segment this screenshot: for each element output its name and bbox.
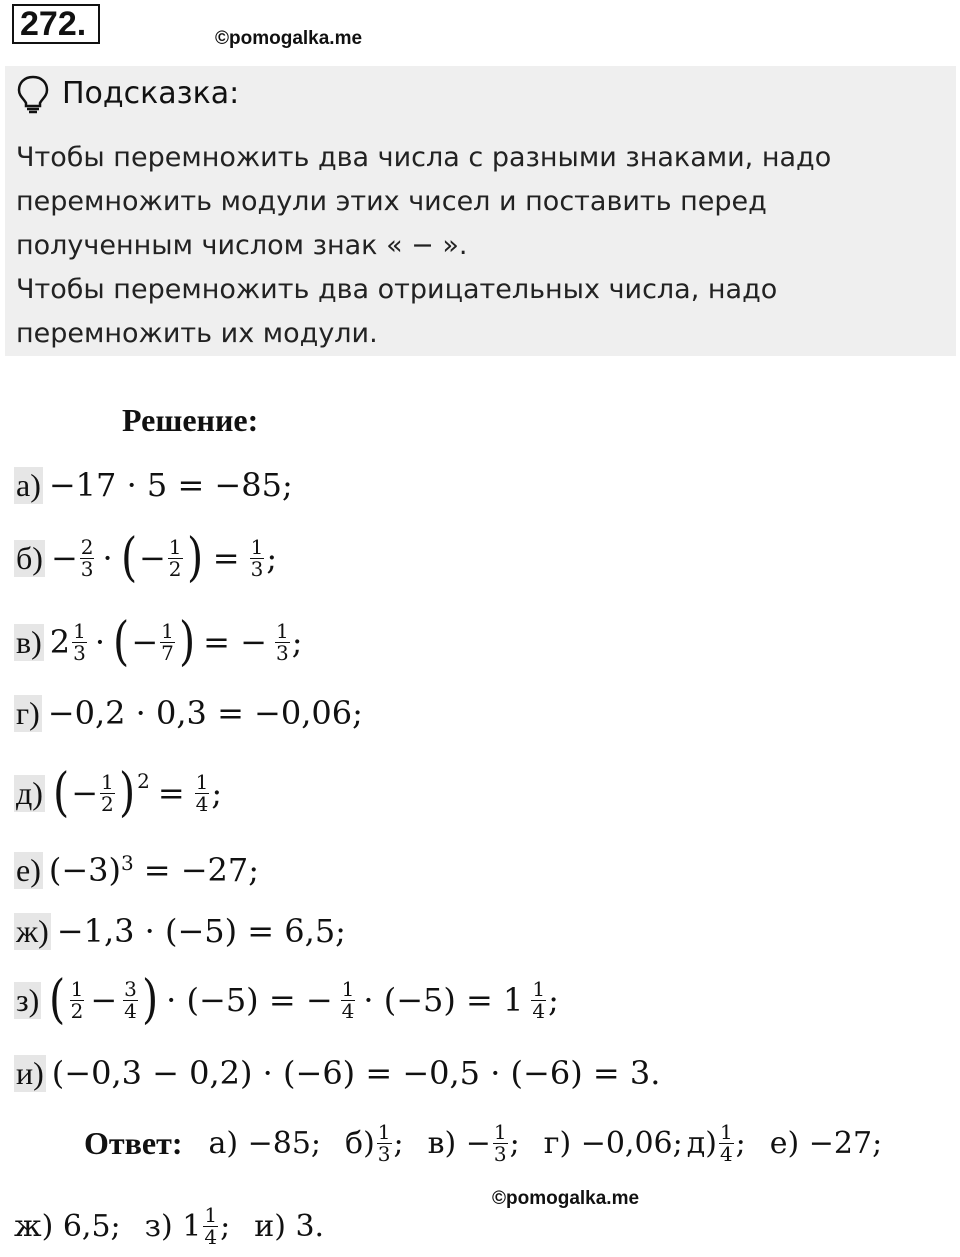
- answer-a: а) −85;: [208, 1125, 322, 1161]
- item-label: ж): [16, 912, 49, 949]
- item-label: и): [16, 1054, 44, 1091]
- hint-line: перемножить модули этих чисел и поставить перед: [16, 186, 767, 217]
- operator: · (−5) = 1: [363, 981, 524, 1019]
- answer-b-label: б): [345, 1125, 375, 1161]
- minus: −: [138, 539, 166, 577]
- fraction: $\frac{1}{4}$: [341, 976, 355, 1023]
- paren-close: ): [141, 970, 159, 1030]
- answer-z-label: з) 1: [144, 1208, 202, 1244]
- fraction: $\frac{1}{3}$: [377, 1119, 391, 1166]
- expression: [50, 528, 278, 588]
- paren-open: (: [49, 970, 66, 1030]
- fraction: $\frac{1}{4}$: [719, 1119, 733, 1166]
- operator: =: [157, 774, 185, 812]
- semicolon: ;: [211, 774, 223, 812]
- solution-item-g: [14, 683, 363, 743]
- operator: ·: [94, 623, 106, 661]
- operator: = −: [203, 623, 267, 661]
- fraction: $\frac{1}{4}$: [532, 976, 546, 1023]
- minus: −: [71, 774, 99, 812]
- semicolon: ;: [735, 1125, 746, 1161]
- expression: [51, 763, 223, 823]
- hint-line: перемножить их модули.: [16, 318, 378, 349]
- copyright-bottom: ©pomogalka.me: [492, 1188, 640, 1209]
- fraction: $\frac{1}{3}$: [250, 534, 264, 581]
- base: (−3): [48, 851, 121, 889]
- semicolon: ;: [548, 981, 559, 1019]
- solution-item-v: [14, 612, 302, 672]
- minus: −: [131, 623, 159, 661]
- answer-v-label: в) −: [427, 1125, 491, 1161]
- fraction: $\frac{1}{2}$: [168, 534, 182, 581]
- semicolon: ;: [291, 623, 303, 661]
- copyright-top: ©pomogalka.me: [215, 28, 363, 49]
- paren-close: ): [186, 528, 203, 588]
- solution-item-a: [14, 455, 293, 515]
- solution-item-i: [14, 1043, 660, 1103]
- fraction: $\frac{1}{4}$: [195, 769, 209, 816]
- expression: −0,2 · 0,3 = −0,06;: [47, 694, 363, 732]
- answer-g: г) −0,06;: [543, 1125, 683, 1161]
- answer-row-2: [14, 1196, 324, 1256]
- paren-close: ): [118, 763, 136, 823]
- hint-line: Чтобы перемножить два отрицательных числа, надо: [16, 274, 778, 305]
- expression: [49, 612, 303, 672]
- answer-i: и) 3.: [254, 1208, 325, 1244]
- answer-title: Ответ:: [84, 1124, 183, 1161]
- solution-item-b: [14, 528, 277, 588]
- solution-item-zh: [14, 901, 346, 961]
- answer-row-1: [84, 1112, 882, 1174]
- solution-title: Решение:: [122, 402, 259, 438]
- lightbulb-icon: [16, 74, 50, 118]
- semicolon: ;: [266, 539, 278, 577]
- fraction: $\frac{1}{3}$: [73, 618, 86, 665]
- answer-e: е) −27;: [769, 1125, 883, 1161]
- expression: [47, 970, 559, 1030]
- item-label: б): [16, 539, 43, 576]
- hint-line: Чтобы перемножить два числа с разными знаками, надо: [16, 142, 832, 173]
- item-label: а): [16, 466, 41, 503]
- whole-part: 2: [49, 623, 71, 661]
- answer-zh: ж) 6,5;: [14, 1208, 121, 1244]
- semicolon: ;: [393, 1125, 404, 1161]
- fraction: $\frac{1}{2}$: [101, 769, 114, 816]
- expression: (−0,3 − 0,2) · (−6) = −0,5 · (−6) = 3.: [51, 1054, 661, 1092]
- answer-d-label: д): [686, 1125, 717, 1161]
- fraction: $\frac{1}{7}$: [161, 618, 174, 665]
- operator: ·: [102, 539, 113, 577]
- item-label: з): [16, 981, 40, 1018]
- fraction: $\frac{1}{4}$: [204, 1202, 218, 1249]
- solution-item-z: [14, 970, 559, 1030]
- minus: −: [90, 981, 118, 1019]
- task-number: 272.: [12, 4, 100, 44]
- paren-open: (: [120, 528, 137, 588]
- item-label: д): [16, 774, 43, 811]
- semicolon: ;: [509, 1125, 520, 1161]
- item-label: е): [16, 851, 41, 888]
- paren-close: ): [178, 612, 196, 672]
- paren-open: (: [52, 763, 70, 823]
- fraction: $\frac{2}{3}$: [80, 534, 94, 581]
- operator: =: [212, 539, 240, 577]
- solution-item-e: [14, 840, 259, 900]
- fraction: $\frac{1}{3}$: [493, 1119, 507, 1166]
- expression: −1,3 · (−5) = 6,5;: [56, 912, 346, 950]
- minus: −: [50, 539, 78, 577]
- fraction: $\frac{1}{2}$: [70, 976, 84, 1023]
- semicolon: ;: [220, 1208, 231, 1244]
- exponent: 2: [137, 769, 150, 793]
- result: = −27;: [143, 851, 260, 889]
- exponent: 3: [121, 851, 134, 875]
- expression: [49, 851, 259, 889]
- paren-open: (: [113, 612, 130, 672]
- fraction: $\frac{1}{3}$: [275, 618, 289, 665]
- expression: −17 · 5 = −85;: [48, 466, 293, 504]
- hint-line: полученным числом знак « − ».: [16, 230, 468, 261]
- item-label: г): [16, 694, 40, 731]
- operator: · (−5) = −: [166, 981, 333, 1019]
- item-label: в): [16, 623, 42, 660]
- hint-title: Подсказка:: [62, 76, 240, 111]
- fraction: $\frac{3}{4}$: [124, 976, 137, 1023]
- solution-item-d: [14, 763, 222, 823]
